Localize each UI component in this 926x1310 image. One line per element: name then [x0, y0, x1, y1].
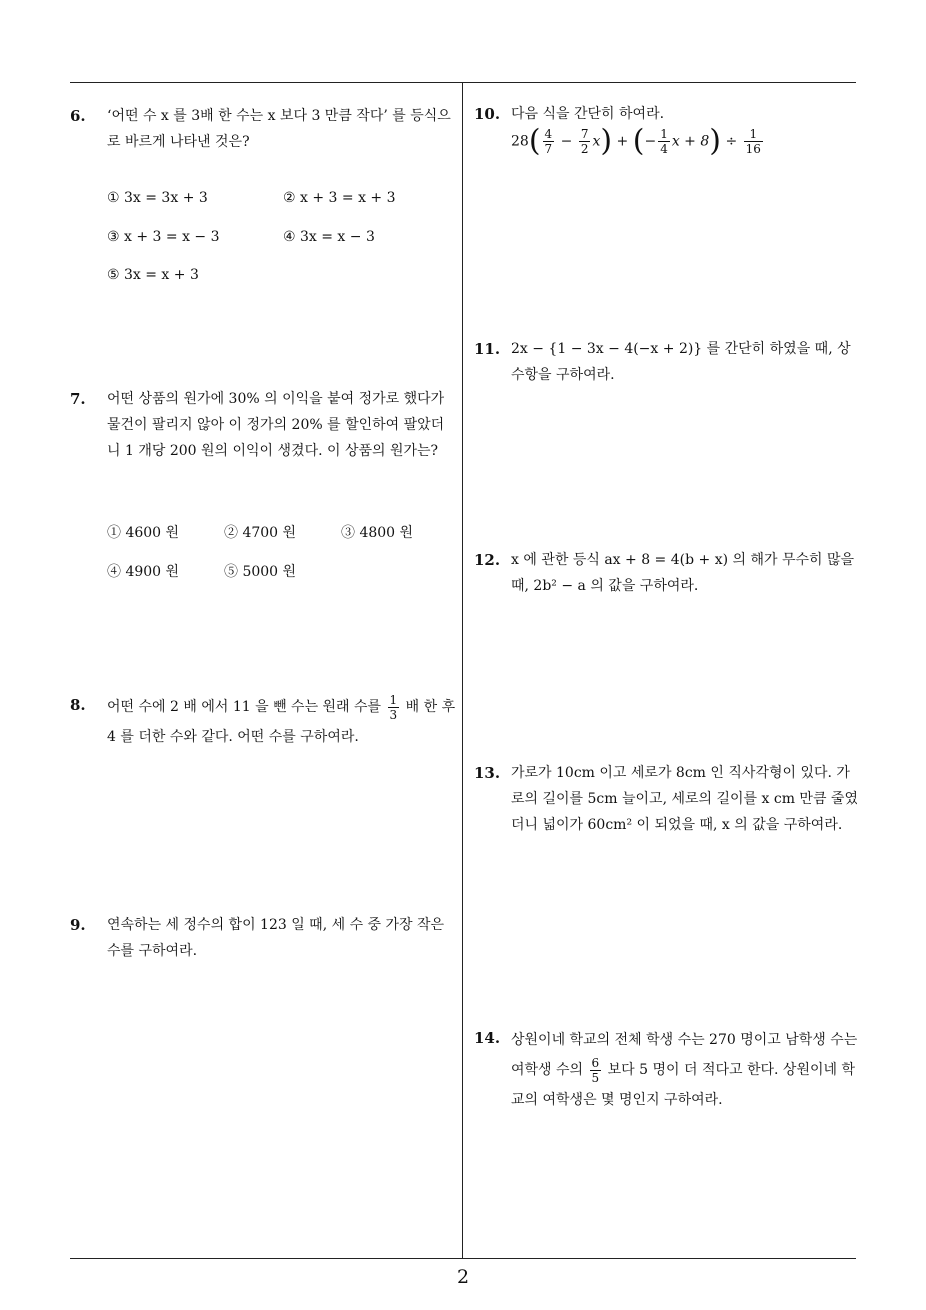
left-paren: ( — [528, 123, 541, 159]
coefficient: 28 — [511, 133, 529, 150]
problem-number: 10. — [474, 105, 501, 123]
option-5[interactable]: ⑤ 3x = x + 3 — [107, 267, 199, 283]
problem-text-part-b: 보다 5 명이 더 적다고 한다. 상원이네 학교의 여학생은 몇 명인지 구하여라. — [511, 1062, 855, 1108]
problem-text: 연속하는 세 정수의 합이 123 일 때, 세 수 중 가장 작은 수를 구하여라. — [107, 917, 445, 959]
option-4[interactable]: ④ 4900 원 — [107, 564, 180, 580]
fraction-numerator: 4 — [544, 127, 553, 141]
variable-x: x — [592, 133, 601, 150]
problem-number: 11. — [474, 340, 501, 358]
fraction-denominator: 5 — [591, 1070, 600, 1085]
fraction-denominator: 7 — [544, 142, 553, 156]
expression — [511, 123, 765, 159]
option-2[interactable]: ② x + 3 = x + 3 — [283, 190, 396, 206]
problem-text-part-a: 어떤 수에 2 배 에서 11 을 뺀 수는 원래 수를 — [107, 699, 382, 715]
problem-text: 다음 식을 간단히 하여라. — [511, 106, 665, 122]
option-2[interactable]: ② 4700 원 — [224, 525, 297, 541]
problem-number: 6. — [70, 107, 86, 125]
fraction-numerator: 7 — [580, 127, 589, 141]
fraction — [590, 1056, 602, 1085]
options — [107, 185, 457, 285]
top-rule — [70, 82, 856, 83]
problem-9 — [70, 912, 460, 972]
problem-7 — [70, 386, 460, 586]
problem-number: 14. — [474, 1029, 501, 1047]
fraction-numerator: 6 — [591, 1055, 600, 1070]
problem-12 — [474, 547, 864, 607]
fraction-4 — [744, 127, 763, 156]
problem-text — [107, 692, 457, 752]
option-1[interactable]: ① 4600 원 — [107, 525, 180, 541]
fraction-denominator: 2 — [580, 142, 589, 156]
fraction-numerator: 1 — [389, 692, 398, 707]
fraction-3 — [658, 127, 670, 156]
problem-text: 가로가 10cm 이고 세로가 8cm 인 직사각형이 있다. 가로의 길이를 5cm 늘이고, 세로의 길이를 x cm 만큼 줄였더니 넓이가 60cm² 이 되었을 때, x 의 값을 구하여라. — [511, 765, 858, 833]
term-x-plus-8: x + 8 — [671, 133, 710, 150]
option-1[interactable]: ① 3x = 3x + 3 — [107, 190, 208, 206]
option-3[interactable]: ③ x + 3 = x − 3 — [107, 229, 220, 245]
problem-text: 2x − {1 − 3x − 4(−x + 2)} 를 간단히 하였을 때, 상수항을 구하여라. — [511, 341, 851, 383]
fraction-denominator: 3 — [389, 707, 398, 722]
problem-14 — [474, 1025, 864, 1135]
page-number: 2 — [456, 1266, 470, 1288]
option-4[interactable]: ④ 3x = x − 3 — [283, 229, 375, 245]
problem-8 — [70, 692, 460, 762]
option-5[interactable]: ⑤ 5000 원 — [224, 564, 297, 580]
fraction-2 — [579, 127, 591, 156]
left-paren: ( — [632, 123, 645, 159]
problem-6 — [70, 103, 460, 303]
operator-negative: − — [644, 133, 657, 150]
column-divider — [462, 82, 463, 1258]
right-paren: ) — [600, 123, 613, 159]
problem-text: x 에 관한 등식 ax + 8 = 4(b + x) 의 해가 무수히 많을 때, 2b² − a 의 값을 구하여라. — [511, 552, 855, 594]
operator-divide: ÷ — [725, 133, 738, 150]
problem-text — [511, 1025, 861, 1115]
fraction-1 — [543, 127, 555, 156]
bottom-rule — [70, 1258, 856, 1259]
operator-minus: − — [560, 133, 573, 150]
fraction — [388, 693, 400, 722]
fraction-denominator: 4 — [660, 142, 668, 156]
option-3[interactable]: ③ 4800 원 — [341, 525, 414, 541]
operator-plus: + — [616, 133, 629, 150]
problem-number: 7. — [70, 390, 86, 408]
options — [107, 520, 457, 580]
problem-number: 13. — [474, 764, 501, 782]
problem-text-part-b: 배 한 후 4 를 더한 수와 같다. 어떤 수를 구하여라. — [107, 699, 456, 745]
problem-text-part-a: 상원이네 학교의 전체 학생 수는 270 명이고 남학생 수는 여학생 수의 — [511, 1032, 858, 1078]
problem-text: 어떤 상품의 원가에 30% 의 이익을 붙여 정가로 했다가 물건이 팔리지 않아 이 정가의 20% 를 할인하여 팔았더니 1 개당 200 원의 이익이 생겼다. 이 상품의 원가는? — [107, 391, 445, 459]
fraction-numerator: 1 — [660, 127, 668, 141]
fraction-numerator: 1 — [744, 127, 763, 142]
problem-11 — [474, 336, 864, 396]
problem-13 — [474, 760, 864, 870]
problem-number: 9. — [70, 916, 86, 934]
right-paren: ) — [709, 123, 721, 159]
problem-number: 12. — [474, 551, 501, 569]
fraction-denominator: 16 — [745, 142, 761, 156]
problem-10 — [474, 101, 864, 181]
problem-number: 8. — [70, 696, 86, 714]
problem-text: ‘어떤 수 x 를 3배 한 수는 x 보다 3 만큼 작다’ 를 등식으로 바르게 나타낸 것은? — [107, 108, 451, 150]
